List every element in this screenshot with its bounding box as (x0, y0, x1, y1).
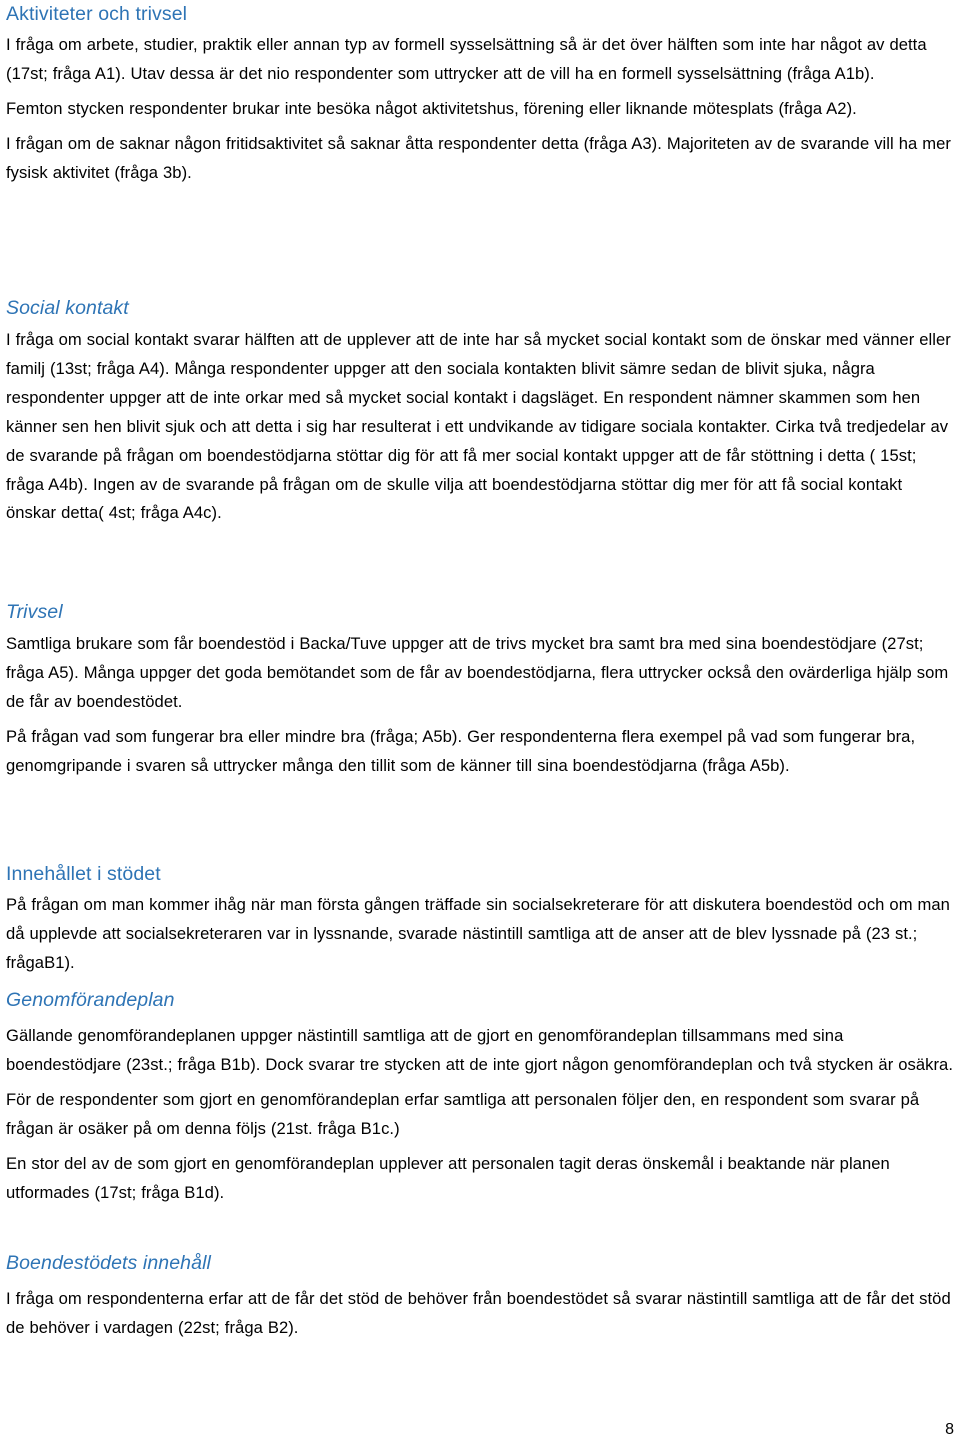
section-genomforandeplan (6, 986, 956, 1207)
paragraph: För de respondenter som gjort en genomförandeplan erfar samtliga att personalen följer den, en respondent som svarar på frågan är osäker på om denna följs (21st. fråga B1c.) (6, 1089, 920, 1138)
section-innehallet (6, 860, 956, 978)
section-trivsel (6, 598, 956, 781)
paragraph: I fråga om social kontakt svarar hälften att de upplever att de inte har så mycket social kontakt som de önskar med vänner eller familj (13st; fråga A4). Många respondenter uppger att den sociala kontakten blivit sämre sedan de blivit sjuka, några respondenter uppger att de inte orkar med så mycket social kontakt i dagsläget. En respondent nämner skammen som hen känner sen hen blivit sjuk och att detta i sig har resulterat i ett undvikande av tidigare sociala kontakter. Cirka två tredjedelar av de svarande på frågan om boendestödjarna stöttar dig för att få mer social kontakt uppger att de får stöttning i detta ( 15st; fråga A4b). Ingen av de svarande på frågan om de skulle vilja att boendestödjarna stöttar dig mer för att få social kontakt önskar detta( 4st; fråga A4c). (6, 330, 951, 523)
paragraph: I frågan om de saknar någon fritidsaktivitet så saknar åtta respondenter detta (fråga A3). Majoriteten av de svarande vill ha mer fysisk aktivitet (fråga 3b). (6, 133, 951, 182)
section-social-kontakt (6, 294, 956, 528)
page-number: 8 (945, 1421, 954, 1438)
section-heading: Aktiviteter och trivsel (6, 3, 188, 25)
paragraph: Femton stycken respondenter brukar inte besöka något aktivitetshus, förening eller liknande mötesplats (fråga A2). (6, 98, 857, 118)
section-boendestodets-innehall (6, 1249, 956, 1343)
section-heading: Social kontakt (6, 297, 129, 319)
paragraph: På frågan vad som fungerar bra eller mindre bra (fråga; A5b). Ger respondenterna flera exempel på vad som fungerar bra, genomgripande i svaren så uttrycker många den tillit som de känner till sina boendestödjarna (fråga A5b). (6, 726, 916, 775)
section-heading: Innehållet i stödet (6, 863, 161, 885)
section-heading: Genomförandeplan (6, 989, 175, 1011)
paragraph: En stor del av de som gjort en genomförandeplan upplever att personalen tagit deras önskemål i beaktande när planen utformades (17st; fråga B1d). (6, 1153, 890, 1202)
section-heading: Trivsel (6, 601, 63, 623)
paragraph: I fråga om respondenterna erfar att de får det stöd de behöver från boendestödet så svarar nästintill samtliga att de får det stöd de behöver i vardagen (22st; fråga B2). (6, 1289, 951, 1337)
section-aktiviteter (6, 0, 956, 188)
paragraph: Gällande genomförandeplanen uppger nästintill samtliga att de gjort en genomförandeplan tillsammans med sina boendestödjare (23st.; fråga B1b). Dock svarar tre stycken att de inte gjort någon genomförandeplan och två stycken är osäkra. (6, 1026, 954, 1074)
paragraph: På frågan om man kommer ihåg när man första gången träffade sin socialsekreterare för att diskutera boendestöd och om man då upplevde att socialsekreteraren var in lyssnande, svarade nästintill samtliga att de anser att de blev lyssnade på (23 st.; frågaB1). (6, 895, 950, 972)
section-heading: Boendestödets innehåll (6, 1252, 211, 1274)
paragraph: Samtliga brukare som får boendestöd i Backa/Tuve uppger att de trivs mycket bra samt bra med sina boendestödjare (27st; fråga A5). Många uppger det goda bemötandet som de får av boendestödjarna, flera uttrycker också den ovärderliga hjälp som de får av boendestödet. (6, 634, 949, 711)
paragraph: I fråga om arbete, studier, praktik eller annan typ av formell sysselsättning så är det över hälften som inte har något av detta (17st; fråga A1). Utav dessa är det nio respondenter som uttrycker att de vill ha en formell sysselsättning (fråga A1b). (6, 35, 927, 83)
